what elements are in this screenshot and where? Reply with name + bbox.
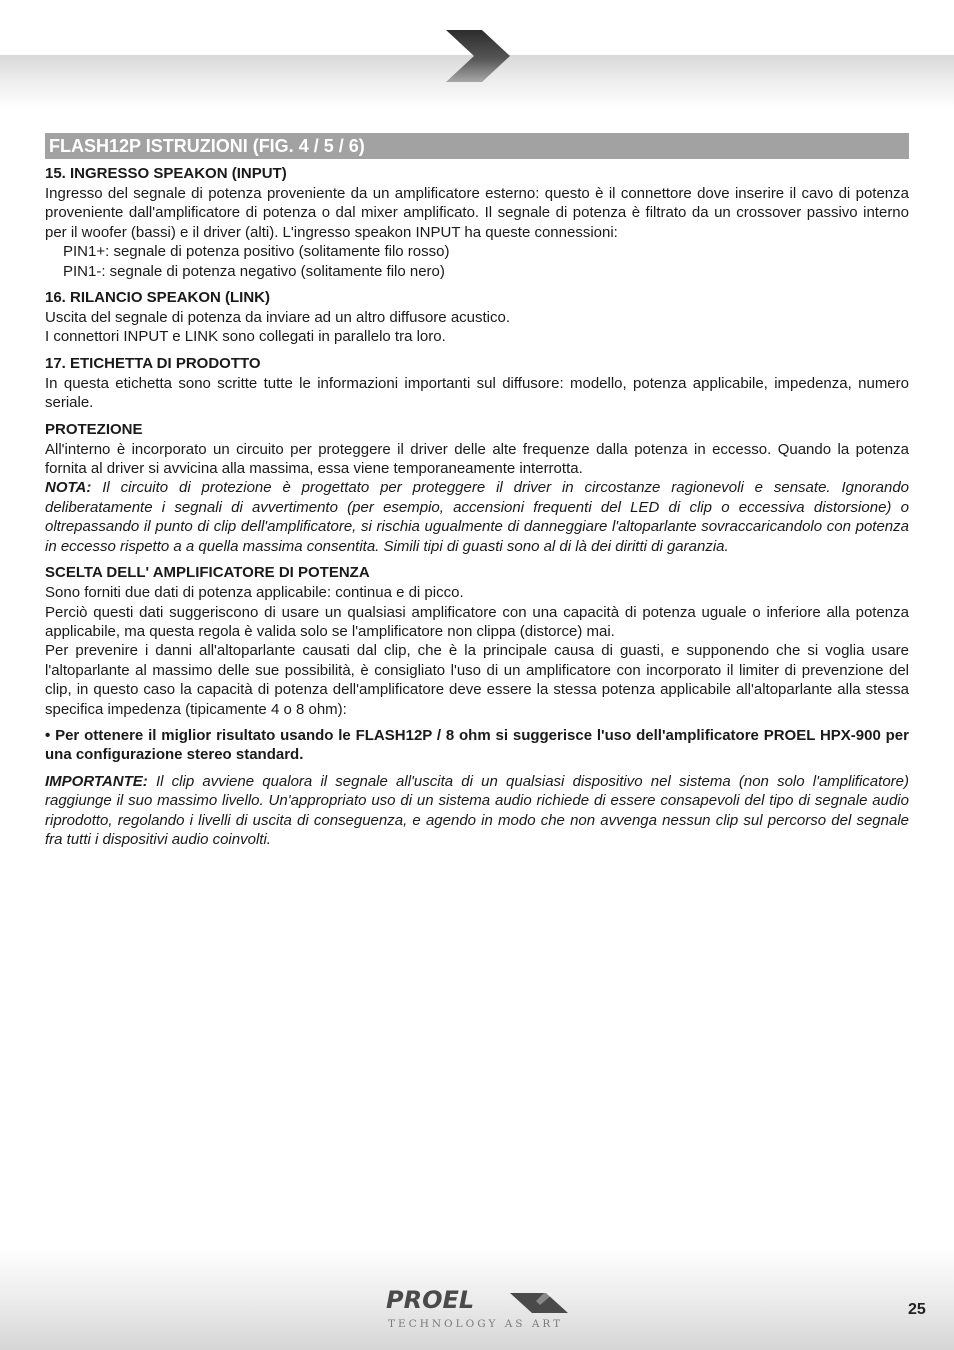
protezione-text: All'interno è incorporato un circuito per proteggere il driver delle alte frequenze dalla potenza in eccesso. Quando la potenza fornita al driver si avvicina alla massima, essa viene temporaneamente interrotta. — [45, 440, 909, 478]
nota-text: Il circuito di protezione è progettato per proteggere il driver in circostanze ragionevoli e sensate. Ignorando deliberatamente i segnali di avvertimento (per esempio, accensioni frequenti del LED di clip o eccessiva distorsione) o oltrepassando il punto di clip dell'amplificatore, si rischia ugualmente di danneggiare l'altoparlante sovraccaricandolo con potenza in eccesso rispetto a a quella massima consentita. Simili tipi di guasti sono al di là dei diritti di garanzia. — [45, 479, 909, 555]
proel-logo — [386, 1286, 571, 1334]
scelta-heading: SCELTA DELL' AMPLIFICATORE DI POTENZA — [45, 564, 370, 582]
importante-label: IMPORTANTE: — [45, 772, 148, 790]
pin-positive-line: PIN1+: segnale di potenza positivo (solitamente filo rosso) — [63, 243, 450, 261]
section-15-heading: 15. INGRESSO SPEAKON (INPUT) — [45, 165, 287, 182]
importante-text: Il clip avviene qualora il segnale all'uscita di un qualsiasi dispositivo nel sistema (non solo l'amplificatore) raggiunge il suo massimo livello. Un'appropriato uso di un sistema audio richiede di essere consapevoli del tipo di segnale audio riprodotto, regolando i livelli di uscita di conseguenza, e agendo in modo che non avvenga nessun clip sul percorso del segnale fra tutti i dispositivi audio coinvolti. — [45, 772, 909, 848]
section-17 — [45, 354, 909, 413]
recommendation-block — [45, 726, 909, 765]
scelta-paragraph-2: Perciò questi dati suggeriscono di usare un qualsiasi amplificatore con una capacità di potenza uguale o inferiore alla potenza applicabile, ma questa regola è valida solo se l'amplificatore non clippa (distorce) mai. — [45, 603, 909, 640]
logo-swoosh-icon — [510, 1293, 568, 1315]
protezione-note — [45, 478, 909, 556]
section-17-heading: 17. ETICHETTA DI PRODOTTO — [45, 354, 261, 372]
page-number: 25 — [908, 1301, 926, 1318]
section-16-line-1: Uscita del segnale di potenza da inviare ad un altro diffusore acustico. — [45, 309, 511, 327]
section-17-text: In questa etichetta sono scritte tutte le informazioni importanti sul diffusore: modello, potenza applicabile, impedenza, numero seriale. — [45, 374, 909, 412]
scelta-paragraph-1: Sono forniti due dati di potenza applicabile: continua e di picco. — [45, 584, 464, 602]
scelta-paragraph-3: Per prevenire i danni all'altoparlante causati dal clip, che è la principale causa di guasti, e supponendo che si voglia usare l'altoparlante al massimo delle sue possibilità, è consigliato l'uso di un amplificatore con incorporato il limiter di prevenzione del clip, in questo caso la capacità di potenza dell'amplificatore deve essere la stessa potenza applicabile all'altoparlante alla stessa specifica impedenza (tipicamente 4 o 8 ohm): — [45, 642, 909, 718]
section-protezione — [45, 420, 909, 556]
section-16-heading: 16. RILANCIO SPEAKON (LINK) — [45, 289, 271, 307]
section-title-bar: FLASH12P ISTRUZIONI (FIG. 4 / 5 / 6) — [45, 133, 909, 159]
section-15 — [45, 164, 909, 281]
recommendation-bullet: • Per ottenere il miglior risultato usando le FLASH12P / 8 ohm si suggerisce l'uso dell'amplificatore PROEL HPX-900 per una configurazione stereo standard. — [45, 726, 909, 764]
logo-tagline: TECHNOLOGY AS ART — [388, 1318, 564, 1330]
protezione-heading: PROTEZIONE — [45, 420, 143, 438]
page-content — [45, 133, 909, 856]
importante-note — [45, 772, 909, 850]
pin-negative-line: PIN1-: segnale di potenza negativo (solitamente filo nero) — [63, 262, 445, 280]
section-16 — [45, 288, 909, 347]
nota-label: NOTA: — [45, 479, 92, 497]
section-scelta — [45, 563, 909, 719]
header-chevron-icon — [444, 28, 512, 84]
importante-block — [45, 772, 909, 850]
logo-wordmark: PROEL — [386, 1286, 475, 1314]
section-15-text: Ingresso del segnale di potenza proveniente da un amplificatore esterno: questo è il connettore dove inserire il cavo di potenza proveniente dall'amplificatore di potenza o dal mixer amplificato. Il segnale di potenza è filtrato da un crossover passivo interno per il woofer (bassi) e il driver (alti). L'ingresso speakon INPUT ha queste connessioni: — [45, 185, 909, 241]
section-16-line-2: I connettori INPUT e LINK sono collegati in parallelo tra loro. — [45, 328, 446, 346]
